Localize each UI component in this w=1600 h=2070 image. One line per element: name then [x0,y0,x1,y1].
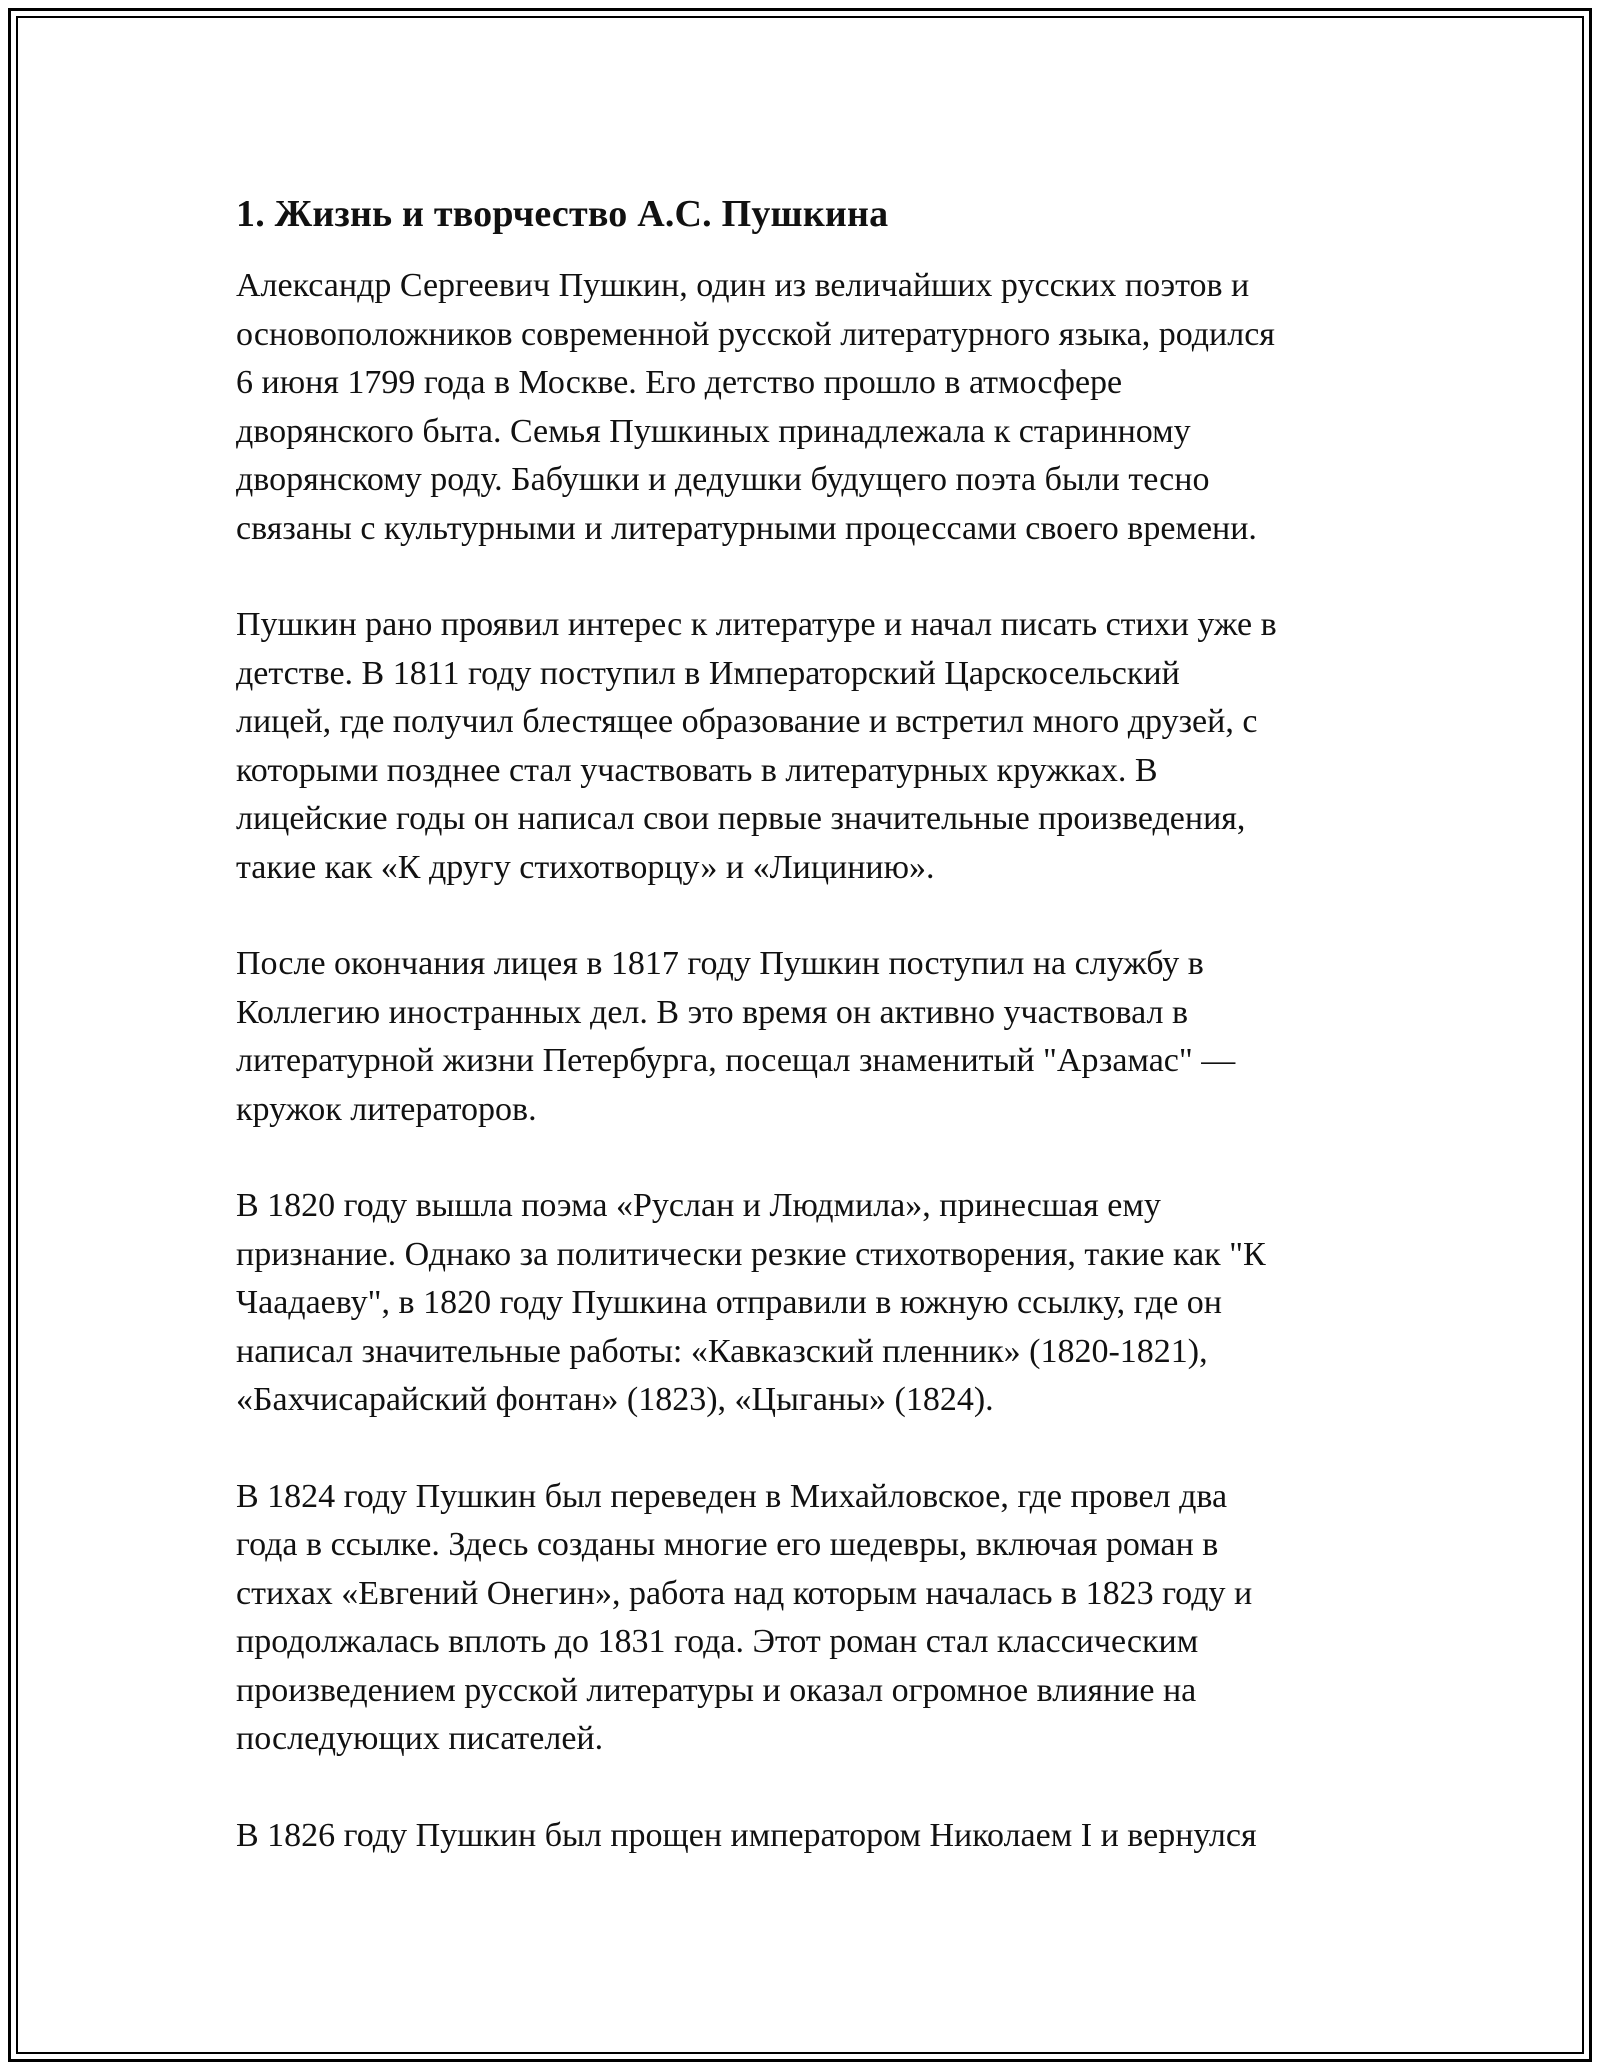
paragraph-6: В 1826 году Пушкин был прощен императором Николаем I и вернулся [236,1816,1257,1854]
section-heading: 1. Жизнь и творчество А.С. Пушкина [236,193,889,235]
paragraph-4: В 1820 году вышла поэма «Руслан и Людмила», принесшая ему признание. Однако за политически резкие стихотворения, такие как "К Чаадаеву", в 1820 году Пушкина отправили в южную ссылку, где он написал значительные работы: «Кавказский пленник» (1820-1821), «Бахчисарайский фонтан» (1823), «Цыганы» (1824). [236,1187,1266,1418]
paragraph-3: После окончания лицея в 1817 году Пушкин поступил на службу в Коллегию иностранных дел. В это время он активно участвовал в литературной жизни Петербурга, посещал знаменитый "Арзамас" — кружок литераторов. [236,945,1236,1128]
paragraph-5: В 1824 году Пушкин был переведен в Михайловское, где провел два года в ссылке. Здесь созданы многие его шедевры, включая роман в стихах «Евгений Онегин», работа над которым началась в 1823 году и продолжалась вплоть до 1831 года. Этот роман стал классическим произведением русской литературы и оказал огромное влияние на последующих писателей. [236,1477,1253,1757]
paragraph-1: Александр Сергеевич Пушкин, один из величайших русских поэтов и основоположников современной русской литературного языка, родился 6 июня 1799 года в Москве. Его детство прошло в атмосфере дворянского быта. Семья Пушкиных принадлежала к старинному дворянскому роду. Бабушки и дедушки будущего поэта были тесно связаны с культурными и литературными процессами своего времени. [236,267,1275,547]
paragraph-2: Пушкин рано проявил интерес к литературе и начал писать стихи уже в детстве. В 1811 году поступил в Императорский Царскосельский лицей, где получил блестящее образование и встретил много друзей, с которыми позднее стал участвовать в литературных кружках. В лицейские годы он написал свои первые значительные произведения, такие как «К другу стихотворцу» и «Лицинию». [236,606,1277,886]
document-body [236,188,1376,1860]
